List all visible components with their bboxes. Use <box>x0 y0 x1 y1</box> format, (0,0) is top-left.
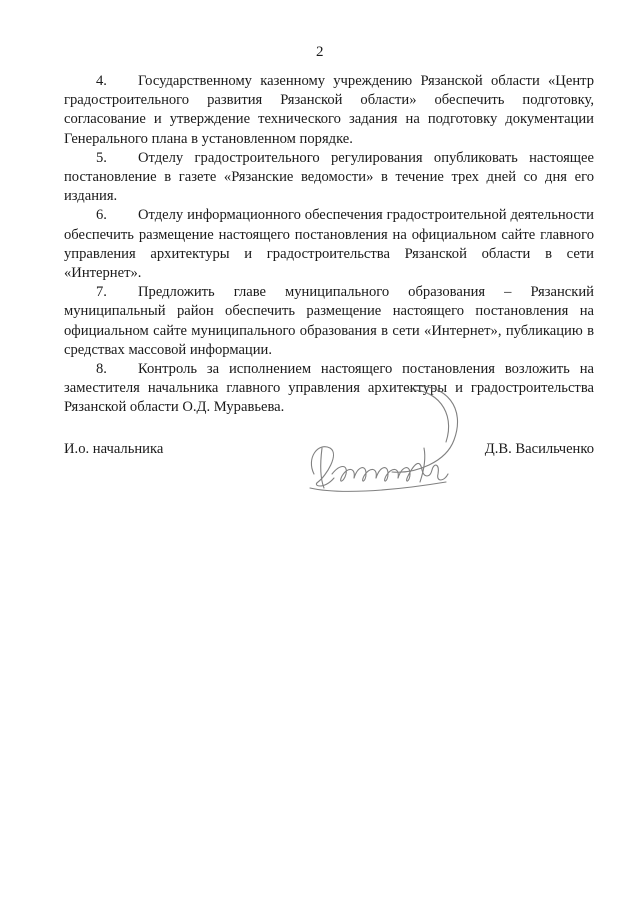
paragraph-text: Отделу информационного обеспечения градостроительной деятельности обеспечить размещение настоящего постановления на официальном сайте главного управления архитектуры и градостроительства Рязанской области в сети «Интернет». <box>64 207 594 282</box>
page-number: 2 <box>316 44 324 60</box>
paragraph-6 <box>64 206 594 283</box>
paragraph-number: 7. <box>96 284 107 301</box>
paragraph-5 <box>64 149 594 207</box>
paragraph-text: Отделу градостроительного регулирования опубликовать настоящее постановление в газете «Рязанские ведомости» в течение трех дней со дня его издания. <box>64 149 594 205</box>
paragraph-number: 8. <box>96 361 107 378</box>
document-body <box>64 72 594 418</box>
signer-name: Д.В. Васильченко <box>484 441 594 457</box>
paragraph-number: 5. <box>96 149 107 166</box>
paragraph-4 <box>64 72 594 149</box>
paragraph-number: 4. <box>96 73 107 89</box>
paragraph-number: 6. <box>96 207 107 224</box>
paragraph-text: Предложить главе муниципального образования – Рязанский муниципальный район обеспечить размещение настоящего постановления на официальном сайте муниципального образования в сети «Интернет», публикацию в средствах массовой информации. <box>64 284 594 358</box>
paragraph-text: Контроль за исполнением настоящего постановления возложить на заместителя начальника главного управления архитектуры и градостроительства Рязанской области О.Д. Муравьева. <box>64 361 594 416</box>
handwritten-signature <box>296 378 476 508</box>
signature-image <box>296 378 476 508</box>
paragraph-text: Государственному казенному учреждению Рязанской области «Центр градостроительного развития Рязанской области» обеспечить подготовку, согласование и утверждение технического задания на подготовку документации Генерального плана в установленном порядке. <box>64 73 594 147</box>
signer-position: И.о. начальника <box>64 441 164 457</box>
signature-block <box>64 438 594 528</box>
paragraph-7 <box>64 283 594 360</box>
